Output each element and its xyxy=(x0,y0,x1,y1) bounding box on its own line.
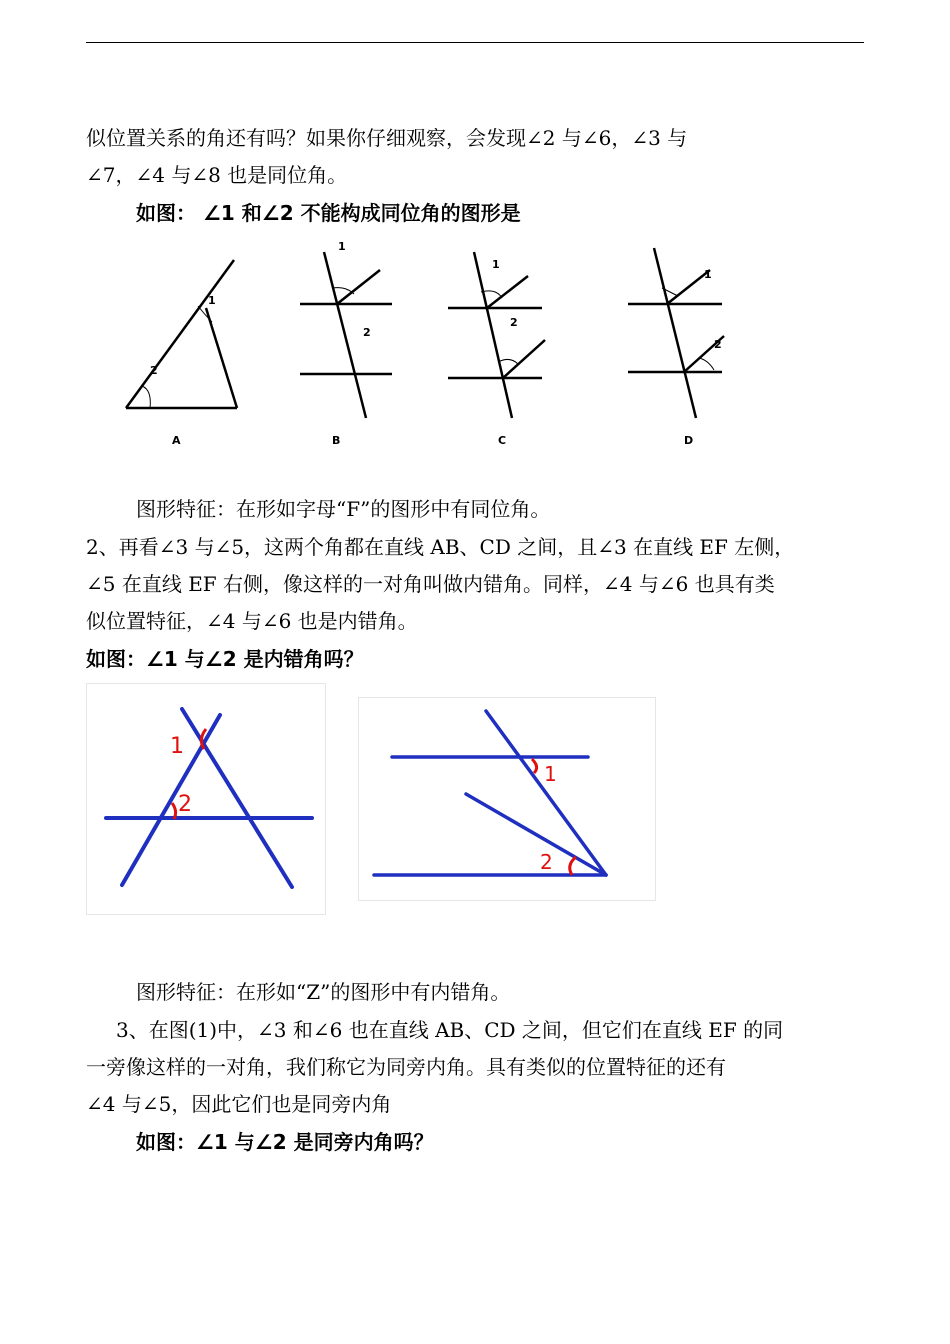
fig-d-angle1-label: 1 xyxy=(704,268,712,281)
option-b-label: B xyxy=(332,434,341,447)
fig-c-angle1-label: 1 xyxy=(492,258,500,271)
paragraph-2-line-2: ∠5 在直线 EF 右侧，像这样的一对角叫做内错角。同样，∠4 与∠6 也具有类 xyxy=(86,572,775,596)
question-3: 如图：∠1 与∠2 是同旁内角吗？ xyxy=(136,1130,434,1154)
angle-2-label: 2 xyxy=(178,792,192,817)
angle-2-label-z: 2 xyxy=(540,850,553,874)
fig-a-angle2-label: 2 xyxy=(150,364,158,377)
feature-2: 图形特征：在形如“Z”的图形中有内错角。 xyxy=(136,980,511,1004)
fig-b-angle1-label: 1 xyxy=(338,240,346,253)
alternate-angles-figure-a xyxy=(86,683,326,915)
paragraph-1-line-1: 似位置关系的角还有吗？如果你仔细观察，会发现∠2 与∠6，∠3 与 xyxy=(86,126,688,150)
question-2: 如图：∠1 与∠2 是内错角吗？ xyxy=(86,647,364,671)
paragraph-3-line-2: 一旁像这样的一对角，我们称它为同旁内角。具有类似的位置特征的还有 xyxy=(86,1055,726,1079)
fig-a-angle1-label: 1 xyxy=(208,294,216,307)
header-rule xyxy=(86,42,864,43)
alternate-angles-figure-z xyxy=(358,697,656,901)
option-c-label: C xyxy=(498,434,507,447)
fig-d-angle2-label: 2 xyxy=(714,338,722,351)
feature-1: 图形特征：在形如字母“F”的图形中有同位角。 xyxy=(136,497,551,521)
paragraph-3-line-3: ∠4 与∠5，因此它们也是同旁内角 xyxy=(86,1092,392,1116)
angle-1-label: 1 xyxy=(170,734,184,759)
fig-c-angle2-label: 2 xyxy=(510,316,518,329)
paragraph-1-line-2: ∠7，∠4 与∠8 也是同位角。 xyxy=(86,163,348,187)
paragraph-3-line-1: 3、在图(1)中，∠3 和∠6 也在直线 AB、CD 之间，但它们在直线 EF 的同 xyxy=(116,1018,784,1042)
fig-b-angle2-label: 2 xyxy=(363,326,371,339)
option-d-label: D xyxy=(684,434,694,447)
paragraph-2-line-1: 2、再看∠3 与∠5，这两个角都在直线 AB、CD 之间，且∠3 在直线 EF 左侧， xyxy=(86,535,795,559)
corresponding-angles-figure xyxy=(110,238,770,453)
angle-1-label-z: 1 xyxy=(544,762,557,786)
paragraph-2-line-3: 似位置特征，∠4 与∠6 也是内错角。 xyxy=(86,609,418,633)
question-1: 如图： ∠1 和∠2 不能构成同位角的图形是 xyxy=(136,201,521,225)
option-a-label: A xyxy=(172,434,181,447)
